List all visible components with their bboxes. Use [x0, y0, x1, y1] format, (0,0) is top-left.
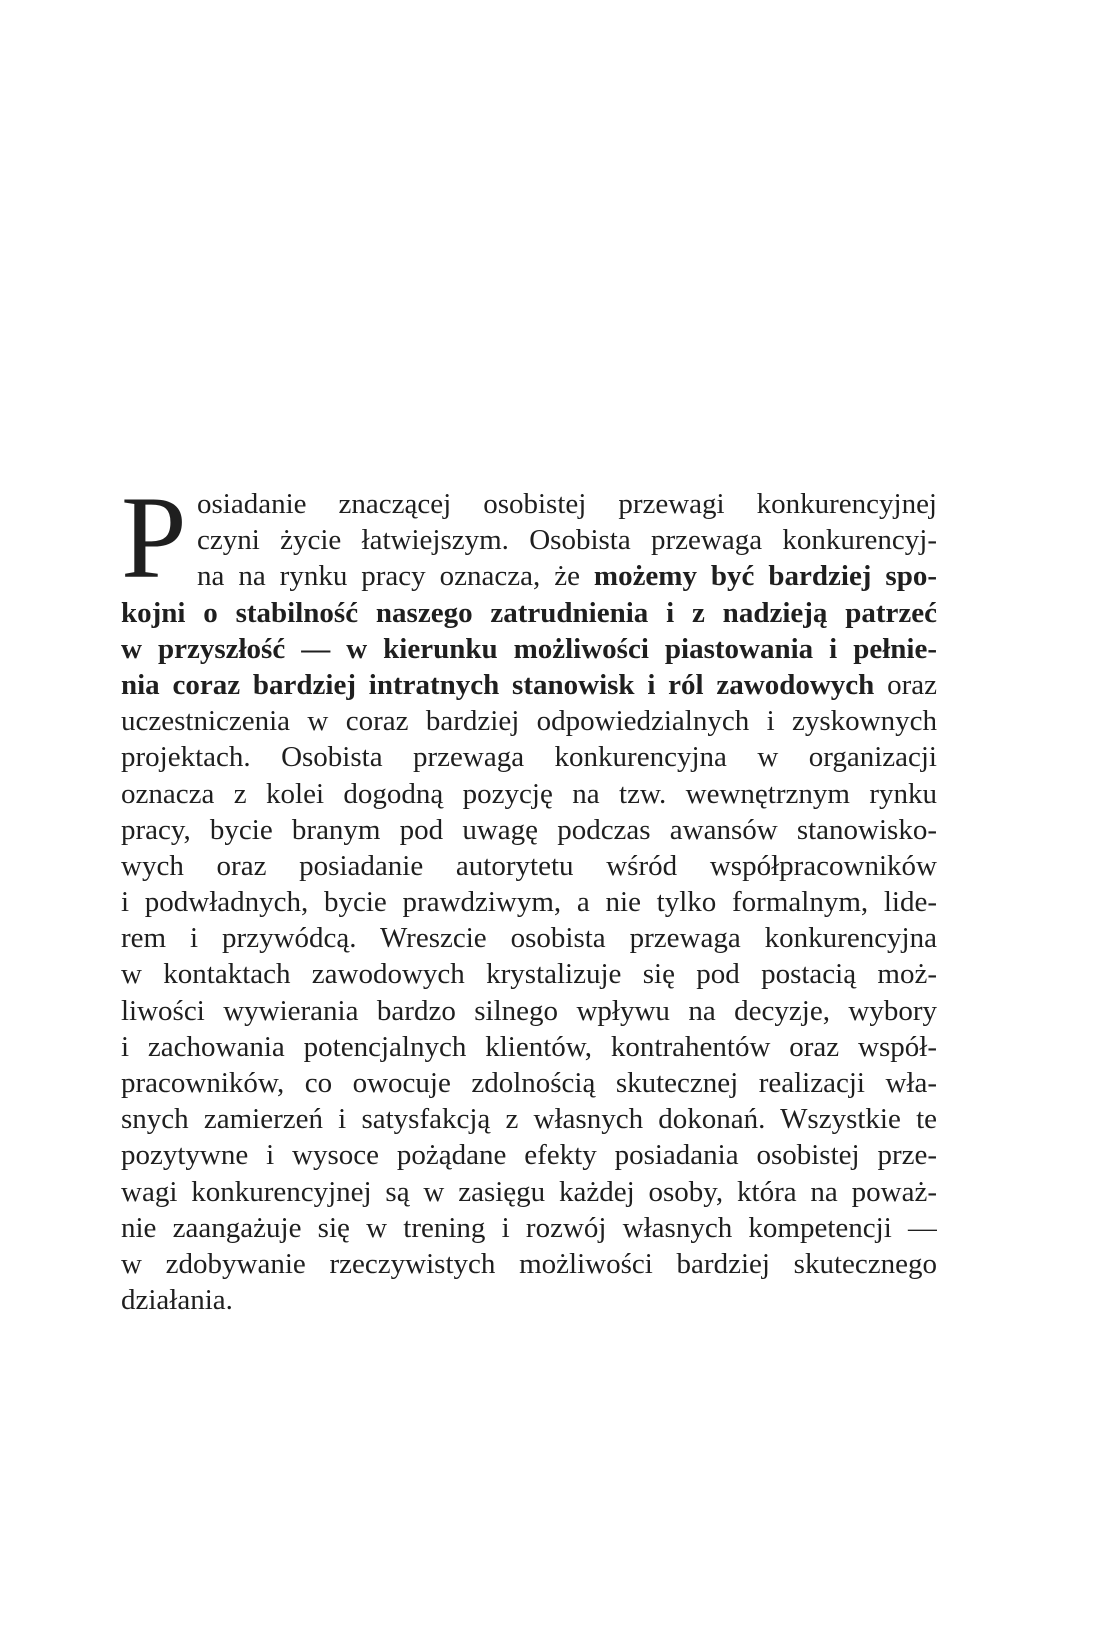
- text-segment: w zdobywanie rzeczywistych możliwości bardziej skutecznego: [121, 1247, 937, 1280]
- paragraph: [121, 472, 937, 1318]
- text-segment: osiadanie znaczącej osobistej przewagi konkurencyjnej: [197, 488, 937, 520]
- text-segment: i podwładnych, bycie prawdziwym, a nie tylko formalnym, lide-: [121, 886, 937, 919]
- paragraph-line: [121, 703, 937, 739]
- paragraph-lines: [121, 472, 937, 1318]
- paragraph-line: [121, 993, 937, 1029]
- paragraph-line: [121, 1246, 937, 1282]
- text-segment: liwości wywierania bardzo silnego wpływu na decyzje, wybory: [121, 994, 937, 1027]
- paragraph-line: [121, 1101, 937, 1137]
- text-segment: projektach. Osobista przewaga konkurencyjna w organizacji: [121, 741, 937, 774]
- text-segment: uczestniczenia w coraz bardziej odpowiedzialnych i zyskownych: [121, 705, 937, 738]
- paragraph-line: [121, 1137, 937, 1173]
- text-segment: rem i przywódcą. Wreszcie osobista przewaga konkurencyjna: [121, 922, 937, 955]
- paragraph-line: [121, 1174, 937, 1210]
- text-segment: w kontaktach zawodowych krystalizuje się pod postacią moż-: [121, 958, 937, 991]
- text-segment: oznacza z kolei dogodną pozycję na tzw. wewnętrznym rynku: [121, 777, 937, 810]
- text-segment: snych zamierzeń i satysfakcją z własnych dokonań. Wszystkie te: [121, 1103, 937, 1136]
- bold-text: nia coraz bardziej intratnych stanowisk i ról zawodowych: [121, 668, 875, 701]
- paragraph-line: [121, 1065, 937, 1101]
- paragraph-line: [121, 1282, 937, 1318]
- text-segment: wagi konkurencyjnej są w zasięgu każdej osoby, która na poważ-: [121, 1175, 937, 1208]
- bold-text: kojni o stabilność naszego zatrudnienia i z nadzieją patrzeć: [121, 596, 937, 629]
- paragraph-line: [121, 920, 937, 956]
- paragraph-line: [121, 739, 937, 775]
- text-segment: czyni życie łatwiejszym. Osobista przewaga konkurencyj-: [197, 524, 937, 557]
- paragraph-line: [121, 1210, 937, 1246]
- paragraph-line: [121, 812, 937, 848]
- paragraph-line: [121, 667, 937, 703]
- text-segment: pozytywne i wysoce pożądane efekty posiadania osobistej prze-: [121, 1139, 937, 1172]
- text-segment: i zachowania potencjalnych klientów, kontrahentów oraz współ-: [121, 1030, 937, 1063]
- bold-text: w przyszłość — w kierunku możliwości piastowania i pełnie-: [121, 632, 937, 665]
- text-segment: nie zaangażuje się w trening i rozwój własnych kompetencji —: [121, 1211, 937, 1244]
- text-segment: pracy, bycie branym pod uwagę podczas awansów stanowisko-: [121, 813, 937, 846]
- paragraph-line: [121, 956, 937, 992]
- text-segment: na na rynku pracy oznacza, że: [197, 560, 594, 593]
- paragraph-line: [121, 1029, 937, 1065]
- paragraph-line: [121, 595, 937, 631]
- drop-cap: P: [121, 472, 187, 603]
- bold-text: możemy być bardziej spo-: [593, 560, 937, 593]
- text-segment: wych oraz posiadanie autorytetu wśród współpracowników: [121, 849, 937, 882]
- paragraph-line: [121, 486, 937, 522]
- text-segment: działania.: [121, 1284, 233, 1317]
- paragraph-line: [121, 776, 937, 812]
- text-segment: pracowników, co owocuje zdolnością skutecznej realizacji wła-: [121, 1067, 937, 1099]
- text-segment: oraz: [874, 668, 937, 701]
- paragraph-line: [121, 558, 937, 594]
- paragraph-line: [121, 522, 937, 558]
- paragraph-line: [121, 884, 937, 920]
- paragraph-line: [121, 848, 937, 884]
- paragraph-line: [121, 631, 937, 667]
